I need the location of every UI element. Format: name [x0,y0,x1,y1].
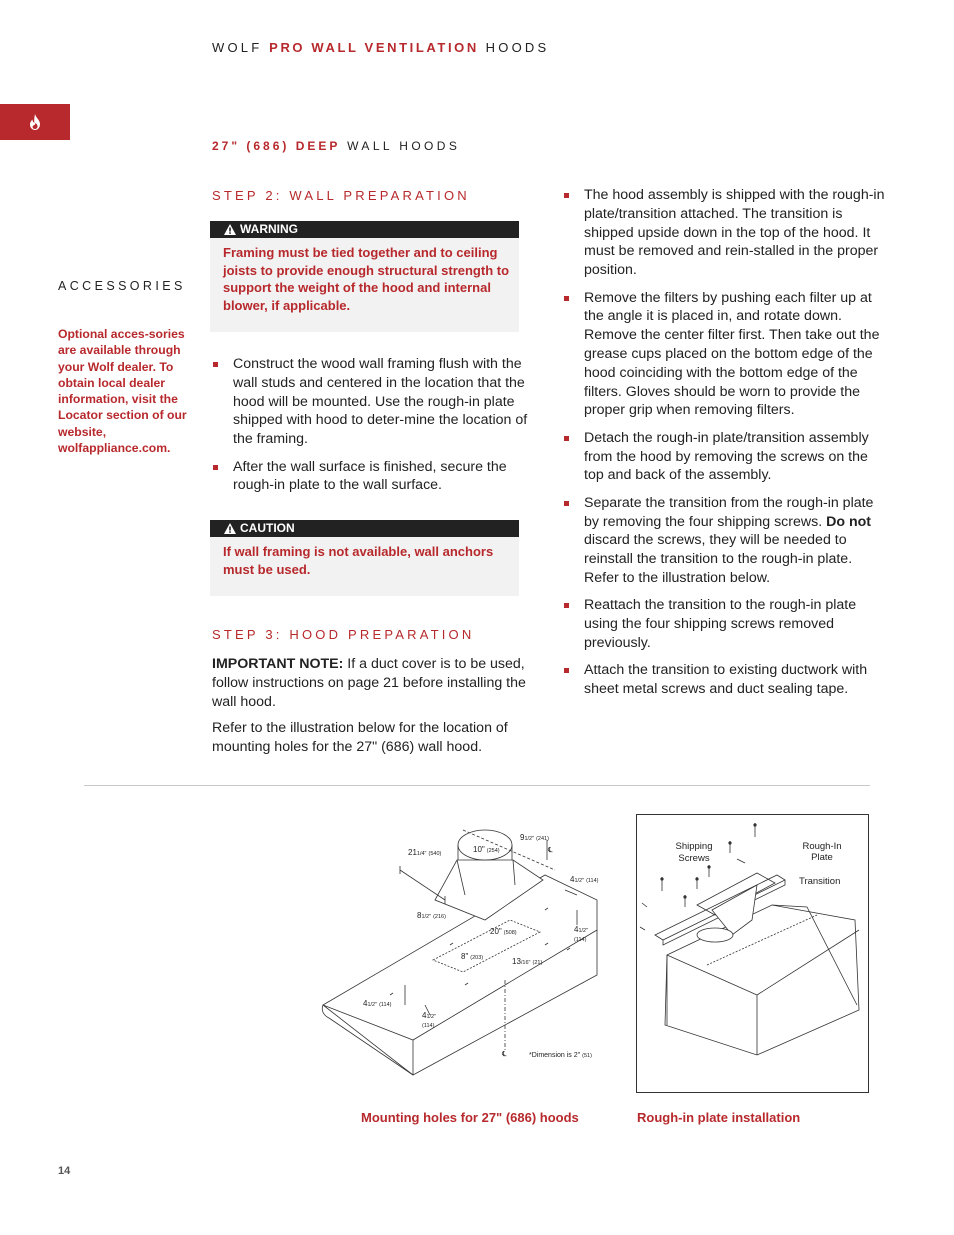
shipping-screws-label: Screws [678,853,710,864]
dim-label: 20" (508) [490,927,517,936]
figure2-caption: Rough-in plate installation [637,1110,801,1125]
important-note-label: IMPORTANT NOTE: [212,656,344,672]
running-header [212,40,549,55]
transition-label: Transition [799,876,841,887]
warning-label: WARNING [240,222,298,236]
rough-in-plate-label: Plate [811,852,833,863]
caution-bar [210,520,519,537]
list-item: Reattach the transition to the rough-in plate using the four shipping screws removed previously. [563,596,889,652]
step2-bullets [212,355,530,504]
warning-icon [224,523,236,534]
list-item: The hood assembly is shipped with the rough-in plate/transition attached. The transition is shipped upside down in the top of the hood. It must be removed and rein-stalled in the proper position. [563,186,889,280]
accessories-text: Optional acces-sories are available through your Wolf dealer. To obtain local dealer information, visit the Locator section of our website, wolfappliance.com. [58,327,187,456]
b4-pre: Separate the transition from the rough-in plate by removing the four shipping screws. [584,494,874,530]
dim-label: (114) [422,1023,435,1029]
accessories-title: ACCESSORIES [58,279,186,293]
dim-label: 8" (203) [461,952,484,961]
centerline-symbol: ℄ [502,1051,507,1058]
header-suffix: HOODS [485,40,550,55]
section-title [212,139,460,153]
dimension-note: *Dimension is 2" (51) [529,1052,592,1059]
flame-icon [29,114,41,130]
dim-label: (114) [574,937,587,943]
section-title-rest: WALL HOODS [347,139,461,153]
mounting-holes-diagram [315,800,615,1080]
b4-bold: Do not [826,513,872,530]
step2-title: STEP 2: WALL PREPARATION [212,188,470,203]
centerline-symbol: ℄ [548,847,553,854]
header-product: PRO WALL VENTILATION [269,40,479,55]
caution-text: If wall framing is not available, wall anchors must be used. [223,544,494,577]
list-item: Detach the rough-in plate/transition assembly from the hood by removing the screws on the top and back of the assembly. [563,429,889,485]
warning-text: Framing must be tied together and to ceiling joists to provide enough structural strength to support the weight of the hood and internal blower, if applicable. [223,245,510,313]
list-item: Attach the transition to existing ductwork with sheet metal screws and duct sealing tape. [563,661,889,699]
dim-label: 41/2" (114) [363,999,392,1008]
header-brand: WOLF [212,40,263,55]
warning-callout [210,221,519,332]
step3-title: STEP 3: HOOD PREPARATION [212,627,475,642]
caution-callout [210,520,519,596]
b4-post: discard the screws, they will be needed to reinstall the transition to the rough-in plate. Refer to the illustration below. [584,532,853,586]
dim-label: 41/2" [574,925,589,934]
dim-label: 10" (254) [473,845,500,854]
list-item: After the wall surface is finished, secure the rough-in plate to the wall surface. [212,458,530,496]
page-number: 14 [58,1165,71,1177]
dim-label: 211/4" (540) [408,848,442,857]
important-note [212,655,530,711]
step3-para: Refer to the illustration below for the location of mounting holes for the 27" (686) wall hood. [212,720,508,755]
figure1-caption: Mounting holes for 27" (686) hoods [361,1110,579,1125]
shipping-screws-label: Shipping [675,841,713,852]
dim-label: 41/2" (114) [570,875,599,884]
dim-label: 91/2" (241) [520,833,549,842]
section-title-bold: 27" (686) DEEP [212,139,341,153]
dim-label: 13/16" (21) [512,957,543,966]
right-bullets [563,186,889,707]
rough-in-figure [636,814,869,1093]
section-tab [0,104,70,140]
rough-in-diagram [637,815,868,1092]
list-item: Remove the filters by pushing each filter up at the angle it is placed in, and rotate down. Remove the center filter first. Then take out the grease cups placed on the bottom edge of the hood coinciding with the bottom edge of the filters. Gloves should be worn to provide the proper grip when removing filters. [563,289,889,421]
dim-label: 81/2" (216) [417,911,446,920]
dim-label: 41/2" [422,1011,437,1020]
divider [84,785,870,786]
caution-label: CAUTION [240,521,295,535]
list-item [563,494,889,588]
warning-icon [224,224,236,235]
rough-in-plate-label: Rough-In [802,841,842,852]
warning-bar [210,221,519,238]
list-item: Construct the wood wall framing flush with the wall studs and centered in the location that the hood will be mounted. Use the rough-in plate shipped with hood to deter-mine the location of the framing. [212,355,530,449]
important-note-text: If a duct cover is to be used, follow instructions on page 21 before installing the wall hood. [212,656,526,710]
